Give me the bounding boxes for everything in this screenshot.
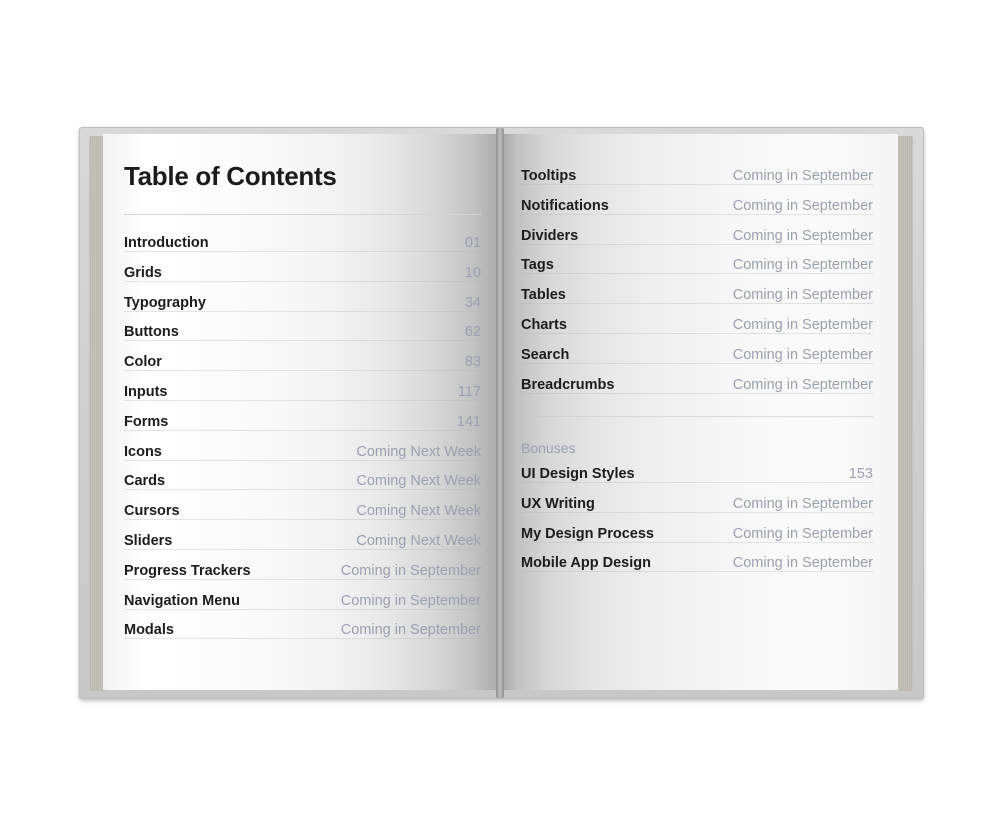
toc-entry-label: Progress Trackers — [124, 562, 251, 579]
toc-entry[interactable] — [521, 283, 873, 313]
toc-entry[interactable] — [124, 261, 481, 291]
dot-leader — [521, 482, 873, 483]
toc-entry[interactable] — [521, 313, 873, 343]
dot-leader — [124, 579, 481, 580]
dot-leader — [124, 311, 481, 312]
toc-entry-label: Icons — [124, 443, 162, 460]
toc-entry-label: Typography — [124, 294, 206, 311]
toc-entry-label: Search — [521, 346, 570, 363]
toc-entry-page: Coming Next Week — [356, 503, 481, 520]
toc-entry[interactable] — [124, 469, 481, 499]
dot-leader — [124, 519, 481, 520]
toc-entry-page: 117 — [457, 383, 481, 400]
toc-entry[interactable] — [521, 462, 873, 492]
dot-leader — [124, 609, 481, 610]
toc-entry-page: Coming in September — [732, 227, 873, 244]
toc-entry-label: Charts — [521, 316, 567, 333]
toc-entry-page: Coming in September — [732, 257, 873, 274]
page-title: Table of Contents — [124, 161, 337, 191]
dot-leader — [124, 281, 481, 282]
page-edges-right — [897, 136, 913, 691]
dot-leader — [521, 571, 873, 572]
toc-entry-label: Cards — [124, 473, 166, 490]
toc-entry-label: Tables — [521, 287, 566, 304]
toc-entry[interactable] — [124, 231, 481, 261]
toc-entry-label: Navigation Menu — [124, 592, 241, 609]
toc-entry-page: Coming in September — [340, 622, 481, 639]
toc-entry-page: Coming in September — [732, 346, 873, 363]
toc-entry[interactable] — [521, 492, 873, 522]
toc-entry-page: Coming in September — [732, 316, 873, 333]
toc-entry[interactable] — [124, 410, 481, 440]
toc-entry-page: Coming in September — [732, 197, 873, 214]
dot-leader — [124, 638, 481, 639]
toc-entry[interactable] — [521, 253, 873, 283]
dot-leader — [124, 460, 481, 461]
toc-entry-label: Tags — [521, 257, 554, 274]
toc-entry-label: UX Writing — [521, 495, 595, 512]
toc-entry-label: UI Design Styles — [521, 466, 635, 482]
toc-entry-page: 153 — [848, 466, 873, 482]
toc-list-bonus — [521, 462, 873, 581]
toc-entry-label: Grids — [124, 264, 162, 281]
toc-entry[interactable] — [124, 380, 481, 410]
toc-entry[interactable] — [124, 559, 481, 589]
dot-leader — [124, 489, 481, 490]
dot-leader — [124, 400, 481, 401]
toc-entry-label: Forms — [124, 413, 169, 430]
toc-entry-page: 141 — [456, 413, 481, 430]
title-divider — [124, 214, 481, 215]
dot-leader — [124, 340, 481, 341]
dot-leader — [521, 184, 873, 185]
toc-entry-label: Mobile App Design — [521, 555, 651, 572]
toc-entry-page: Coming in September — [732, 495, 873, 512]
bonus-heading: Bonuses — [521, 440, 576, 456]
toc-entry[interactable] — [124, 350, 481, 380]
toc-entry-label: Dividers — [521, 227, 579, 244]
toc-entry-label: Sliders — [124, 532, 173, 549]
dot-leader — [521, 512, 873, 513]
left-page — [103, 134, 501, 690]
toc-entry-page: Coming in September — [340, 562, 481, 579]
dot-leader — [521, 303, 873, 304]
toc-entry-label: Breadcrumbs — [521, 376, 615, 393]
toc-entry[interactable] — [521, 551, 873, 581]
toc-entry-label: Modals — [124, 622, 174, 639]
toc-entry-page: 34 — [464, 294, 481, 311]
right-page — [500, 134, 898, 690]
dot-leader — [521, 393, 873, 394]
toc-list-right — [521, 164, 873, 402]
toc-entry-page: Coming Next Week — [356, 473, 481, 490]
toc-entry-label: Notifications — [521, 197, 609, 214]
toc-entry-page: 62 — [464, 324, 481, 341]
book-spine-gutter — [496, 128, 504, 698]
toc-entry-page: Coming in September — [732, 525, 873, 542]
toc-entry-page: Coming in September — [732, 376, 873, 393]
dot-leader — [521, 333, 873, 334]
toc-entry[interactable] — [521, 343, 873, 373]
toc-entry-page: Coming in September — [340, 592, 481, 609]
toc-entry[interactable] — [124, 618, 481, 648]
toc-entry-page: 83 — [464, 354, 481, 371]
toc-entry-label: Introduction — [124, 235, 209, 251]
dot-leader — [124, 430, 481, 431]
toc-entry-page: 01 — [464, 235, 481, 251]
toc-entry-page: Coming Next Week — [356, 443, 481, 460]
toc-entry-label: Cursors — [124, 503, 180, 520]
toc-entry-label: Color — [124, 354, 162, 371]
toc-entry[interactable] — [124, 440, 481, 470]
toc-entry[interactable] — [521, 522, 873, 552]
dot-leader — [521, 214, 873, 215]
toc-entry-page: Coming in September — [732, 168, 873, 184]
section-divider — [521, 416, 873, 417]
toc-entry-page: Coming in September — [732, 287, 873, 304]
toc-entry[interactable] — [124, 320, 481, 350]
dot-leader — [124, 370, 481, 371]
toc-entry[interactable] — [124, 529, 481, 559]
toc-entry-label: Buttons — [124, 324, 179, 341]
toc-entry-page: Coming Next Week — [356, 532, 481, 549]
toc-entry[interactable] — [521, 373, 873, 403]
toc-entry[interactable] — [124, 499, 481, 529]
dot-leader — [521, 363, 873, 364]
toc-entry-page: 10 — [464, 264, 481, 281]
toc-entry-label: Inputs — [124, 383, 168, 400]
dot-leader — [521, 244, 873, 245]
dot-leader — [124, 549, 481, 550]
toc-list-left — [124, 231, 481, 648]
toc-entry[interactable] — [521, 194, 873, 224]
toc-entry-label: My Design Process — [521, 525, 654, 542]
toc-entry[interactable] — [124, 291, 481, 321]
toc-entry[interactable] — [521, 224, 873, 254]
toc-entry[interactable] — [521, 164, 873, 194]
toc-entry-page: Coming in September — [732, 555, 873, 572]
dot-leader — [124, 251, 481, 252]
toc-entry[interactable] — [124, 589, 481, 619]
toc-entry-label: Tooltips — [521, 168, 577, 184]
dot-leader — [521, 273, 873, 274]
dot-leader — [521, 542, 873, 543]
